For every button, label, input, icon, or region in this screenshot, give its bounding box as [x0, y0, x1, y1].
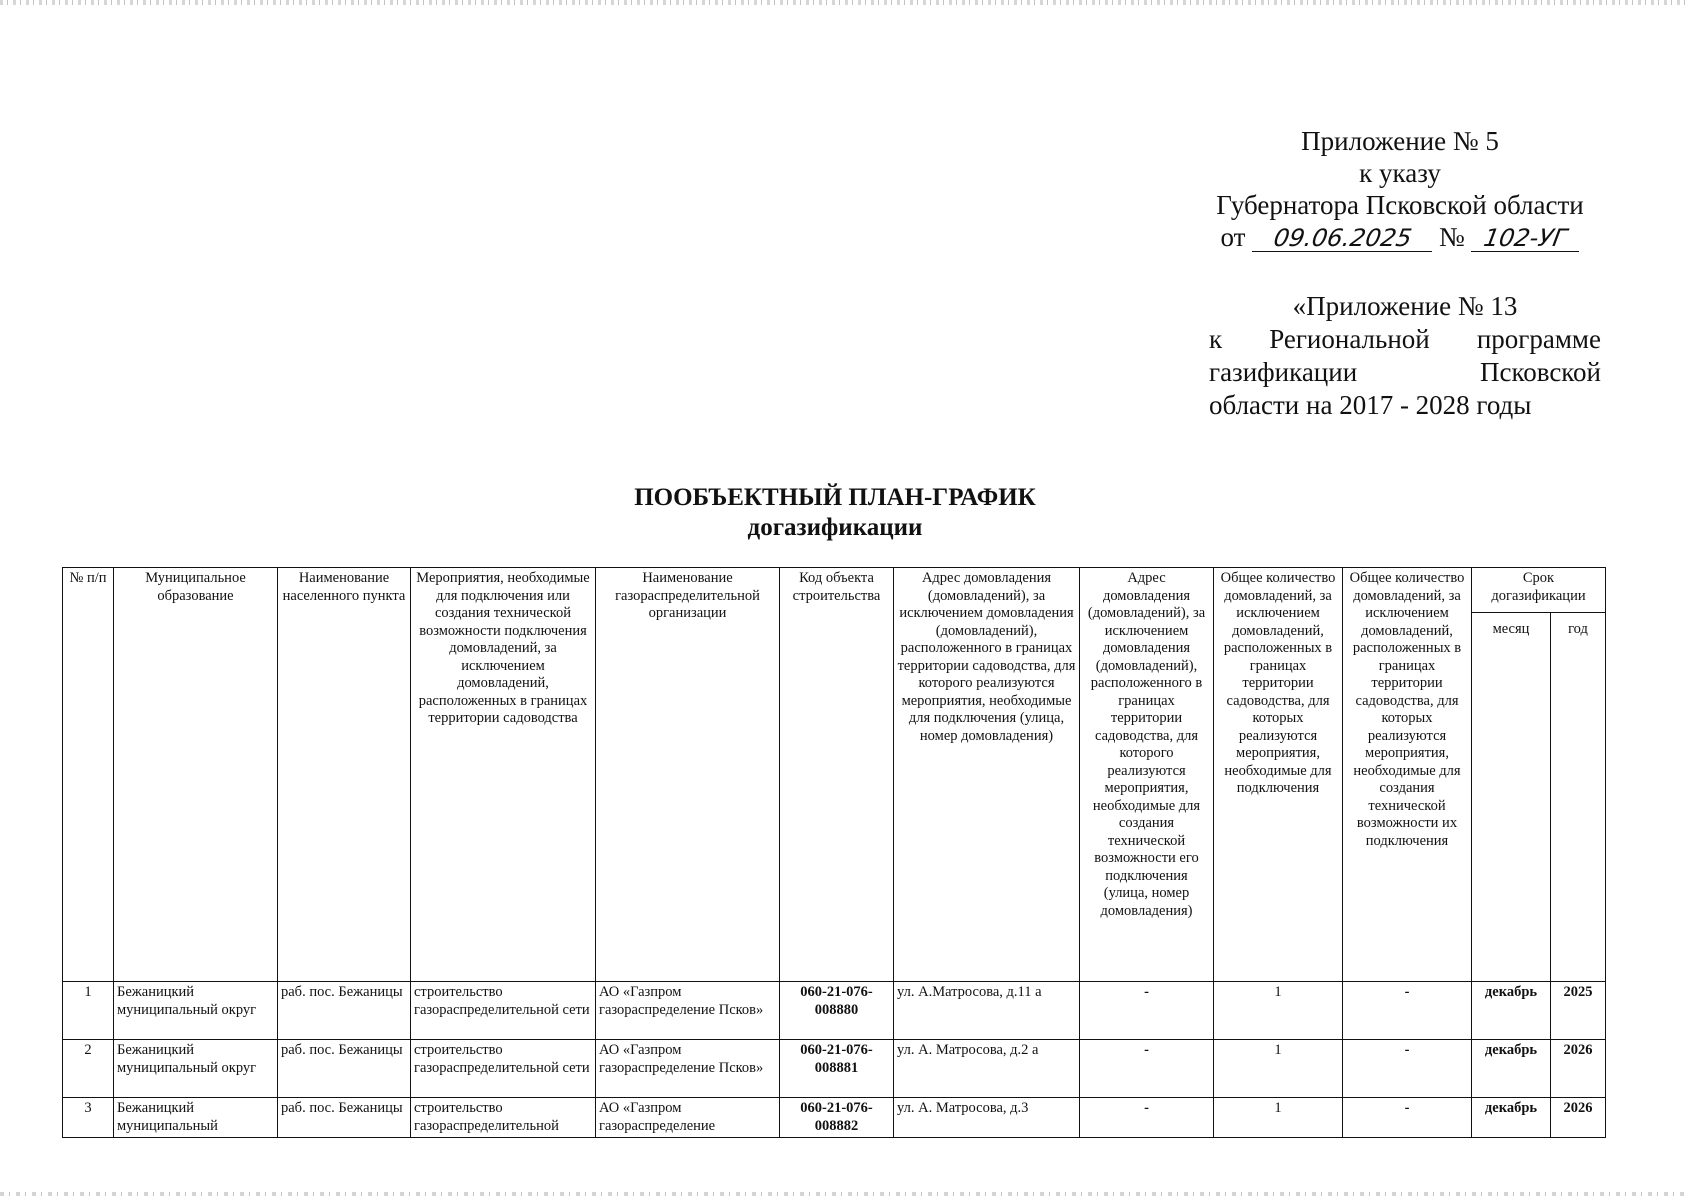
table-row: [63, 1040, 1606, 1098]
header-address-tech: Адрес домовладения (домовладений), за исключением домовладения (домовладений), расположенного в границах территории садоводства, для которого реализуются мероприятия, необходимые для создания технической возможности его подключения (улица, номер домовладения): [1080, 568, 1214, 982]
number-label: №: [1438, 222, 1465, 252]
table-row: [63, 982, 1606, 1040]
header-code: Код объекта строительства: [780, 568, 894, 982]
cell-gdo: АО «Газпром газораспределение Псков»: [596, 1040, 780, 1098]
plan-table: [62, 567, 1606, 1138]
cell-gdo: АО «Газпром газораспределение Псков»: [596, 982, 780, 1040]
cell-month: декабрь: [1472, 1040, 1551, 1098]
cell-address-connect: ул. А.Матросова, д.11 а: [894, 982, 1080, 1040]
document-title: [0, 483, 1678, 543]
cell-month: декабрь: [1472, 982, 1551, 1040]
handwritten-date: 09.06.2025: [1271, 224, 1414, 252]
scan-edge-bottom: [0, 1192, 1686, 1196]
header-settlement: Наименование населенного пункта: [278, 568, 411, 982]
cell-num: 2: [63, 1040, 114, 1098]
header-term: Срок догазификации: [1472, 568, 1606, 613]
word: газификации: [1209, 357, 1358, 387]
cell-code: 060-21-076-008881: [780, 1040, 894, 1098]
table-row: [63, 1098, 1606, 1138]
header-measures: Мероприятия, необходимые для подключения или создания технической возможности подключения домовладений, за исключением домовладений, расположенных в границах территории садоводства: [411, 568, 596, 982]
annex-to-decree: к указу: [1359, 158, 1441, 188]
word: к: [1209, 324, 1223, 354]
from-label: от: [1220, 222, 1246, 252]
header-total-tech: Общее количество домовладений, за исключением домовладений, расположенных в границах территории садоводства, для которых реализуются мероприятия, необходимые для создания технической возможности их подключения: [1343, 568, 1472, 982]
title-line-2: догазификации: [747, 514, 923, 541]
program-annex-line2: [1209, 323, 1601, 356]
header-year: год: [1551, 613, 1606, 982]
cell-gdo: АО «Газпром газораспределение: [596, 1098, 780, 1138]
cell-address-connect: ул. А. Матросова, д.3: [894, 1098, 1080, 1138]
cell-code: 060-21-076-008882: [780, 1098, 894, 1138]
cell-total-connect: 1: [1214, 982, 1343, 1040]
cell-municipality: Бежаницкий муниципальный округ: [114, 982, 278, 1040]
cell-code: 060-21-076-008880: [780, 982, 894, 1040]
header-num: № п/п: [63, 568, 114, 982]
cell-total-connect: 1: [1214, 1040, 1343, 1098]
annex-block: [1150, 125, 1650, 253]
annex-title: Приложение № 5: [1301, 126, 1499, 156]
header-month: месяц: [1472, 613, 1551, 982]
scan-edge-top: [0, 0, 1686, 5]
cell-measure: строительство газораспределительной сети: [411, 982, 596, 1040]
header-address-connect: Адрес домовладения (домовладений), за исключением домовладения (домовладений), расположенного в границах территории садоводства, для которого реализуются мероприятия, необходимые для подключения (улица, номер домовладения): [894, 568, 1080, 982]
cell-settlement: раб. пос. Бежаницы: [278, 1098, 411, 1138]
cell-month: декабрь: [1472, 1098, 1551, 1138]
cell-total-tech: -: [1343, 982, 1472, 1040]
cell-total-tech: -: [1343, 1098, 1472, 1138]
program-annex-block: [1209, 290, 1601, 422]
cell-address-tech: -: [1080, 982, 1214, 1040]
header-municipality: Муниципальное образование: [114, 568, 278, 982]
cell-settlement: раб. пос. Бежаницы: [278, 1040, 411, 1098]
cell-address-tech: -: [1080, 1098, 1214, 1138]
cell-measure: строительство газораспределительной: [411, 1098, 596, 1138]
cell-address-tech: -: [1080, 1040, 1214, 1098]
cell-settlement: раб. пос. Бежаницы: [278, 982, 411, 1040]
program-annex-title: «Приложение № 13: [1292, 291, 1518, 321]
cell-year: 2026: [1551, 1098, 1606, 1138]
decree-number: [1471, 224, 1579, 252]
annex-governor: Губернатора Псковской области: [1216, 190, 1584, 220]
word: Псковской: [1480, 357, 1601, 387]
handwritten-number: 102-УГ: [1481, 224, 1570, 252]
cell-year: 2026: [1551, 1040, 1606, 1098]
word: программе: [1476, 324, 1601, 354]
cell-year: 2025: [1551, 982, 1606, 1040]
cell-municipality: Бежаницкий муниципальный: [114, 1098, 278, 1138]
decree-date: [1252, 224, 1432, 252]
cell-municipality: Бежаницкий муниципальный округ: [114, 1040, 278, 1098]
cell-total-connect: 1: [1214, 1098, 1343, 1138]
cell-total-tech: -: [1343, 1040, 1472, 1098]
cell-num: 3: [63, 1098, 114, 1138]
word: Региональной: [1269, 324, 1430, 354]
header-total-connect: Общее количество домовладений, за исключением домовладений, расположенных в границах территории садоводства, для которых реализуются мероприятия, необходимые для подключения: [1214, 568, 1343, 982]
header-gdo: Наименование газораспределительной организации: [596, 568, 780, 982]
title-line-1: ПООБЪЕКТНЫЙ ПЛАН-ГРАФИК: [634, 484, 1036, 511]
cell-address-connect: ул. А. Матросова, д.2 а: [894, 1040, 1080, 1098]
program-annex-line3: [1209, 356, 1601, 389]
annex-date-number: [1150, 221, 1650, 253]
program-annex-line4: области на 2017 - 2028 годы: [1209, 390, 1532, 420]
cell-measure: строительство газораспределительной сети: [411, 1040, 596, 1098]
cell-num: 1: [63, 982, 114, 1040]
